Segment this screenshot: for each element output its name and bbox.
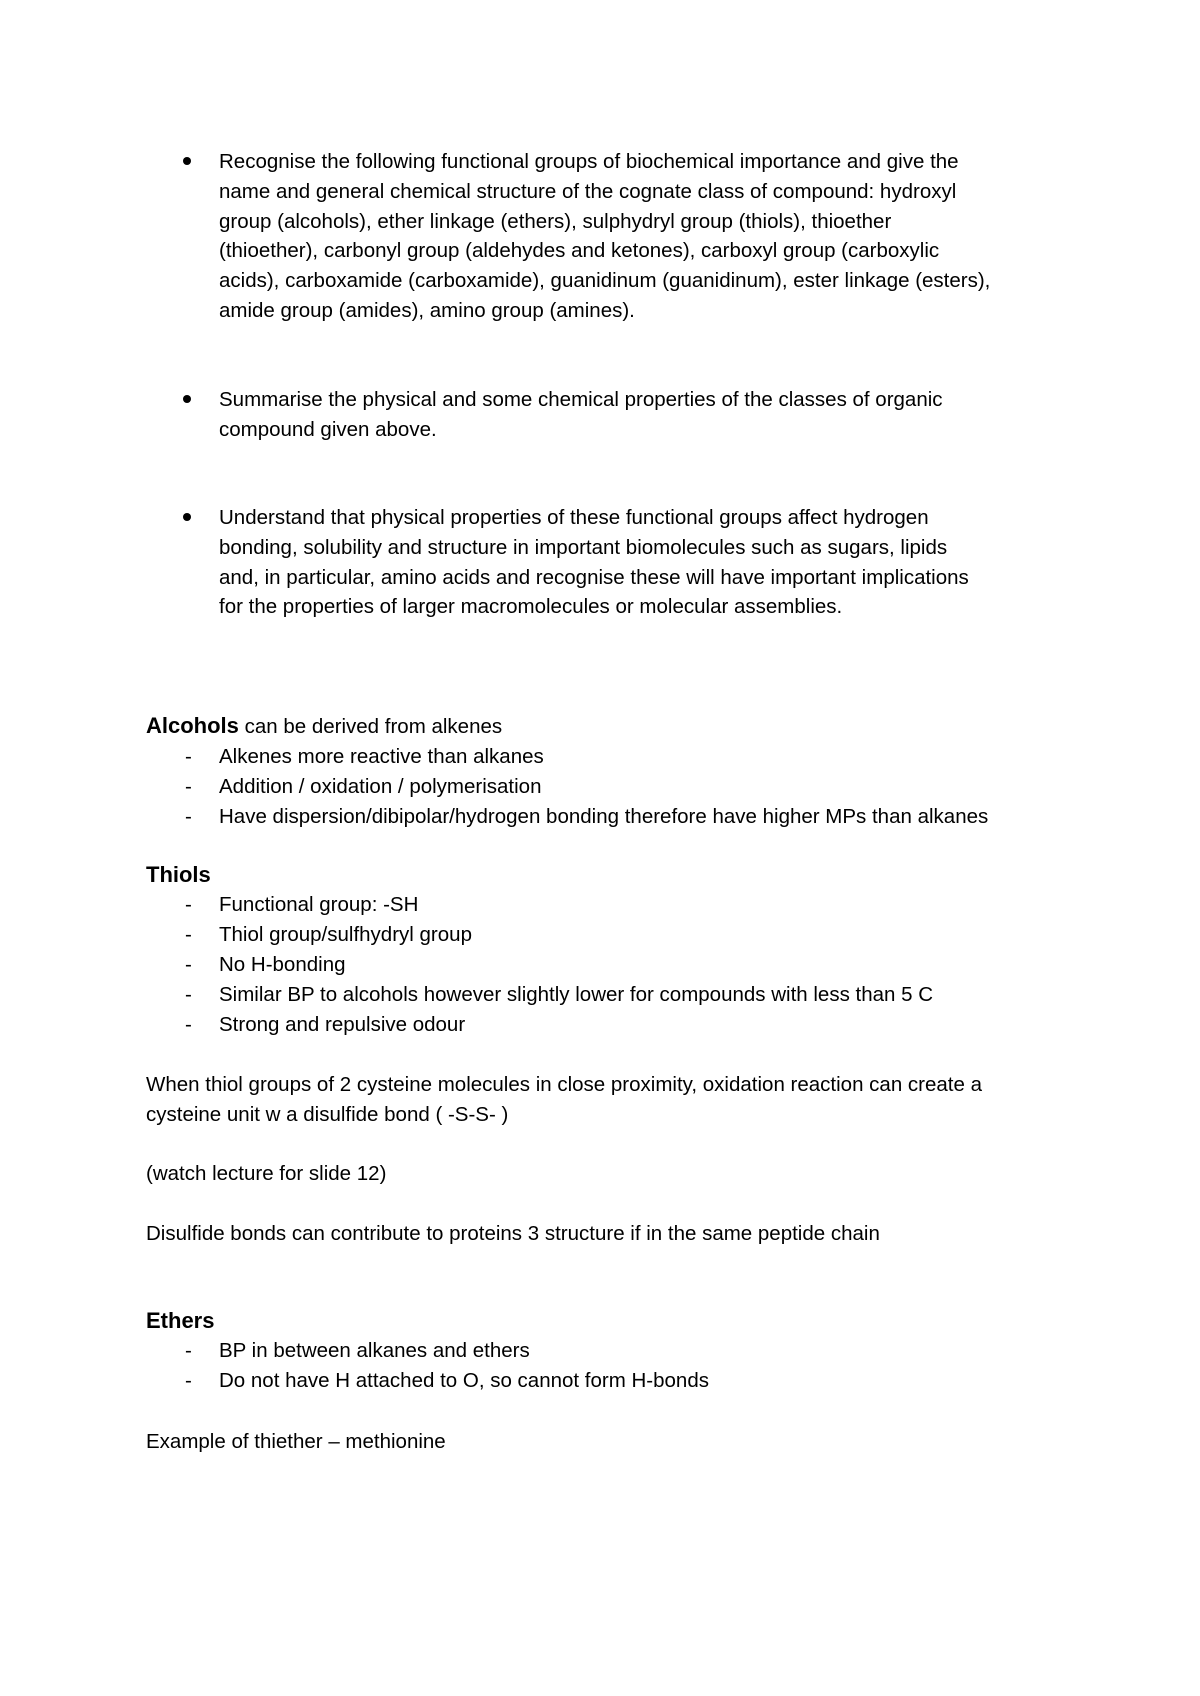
dash-marker: - [185,983,192,1006]
alcohols-section [146,711,1086,832]
list-item-text: Strong and repulsive odour [219,1013,466,1036]
list-item-text: No H-bonding [219,953,346,976]
ethers-heading: Ethers [146,1308,215,1333]
ethers-example-text: Example of thiether – methionine [146,1430,446,1453]
objective-line: compound given above. [219,417,437,441]
list-item [146,742,1086,772]
dash-marker: - [185,893,192,916]
list-item [146,980,1086,1010]
list-item [146,1366,1086,1396]
list-item [146,950,1086,980]
list-item-text: Similar BP to alcohols however slightly lower for compounds with less than 5 C [219,983,934,1006]
dash-marker: - [185,953,192,976]
list-item [146,1336,1086,1366]
objective-line: (thioether), carbonyl group (aldehydes and ketones), carboxyl group (carboxylic [219,239,940,263]
alcohols-intro-text: can be derived from alkenes [238,715,503,738]
objective-line: Recognise the following functional groups of biochemical importance and give the [219,150,959,173]
list-item-text: BP in between alkanes and ethers [219,1339,530,1362]
list-item [146,772,1086,802]
thiols-list [146,890,1086,1040]
paragraph-line: When thiol groups of 2 cysteine molecules in close proximity, oxidation reaction can create a [146,1073,982,1096]
objective-line: Summarise the physical and some chemical properties of the classes of organic [219,388,943,411]
dash-marker: - [185,805,192,828]
list-item-text: Functional group: -SH [219,893,419,916]
bullet-dot [183,513,191,521]
disulfide-text: Disulfide bonds can contribute to proteins 3 structure if in the same peptide chain [146,1222,880,1245]
objective-line: amide group (amides), amino group (amines). [219,298,635,322]
list-item-text: Thiol group/sulfhydryl group [219,923,472,946]
dash-marker: - [185,745,192,768]
lecture-note-text: (watch lecture for slide 12) [146,1162,387,1185]
alcohols-intro [146,711,1086,742]
ethers-section [146,1306,1086,1396]
list-item [146,1010,1086,1040]
list-item-text: Alkenes more reactive than alkanes [219,745,544,768]
list-item [146,890,1086,920]
objective-line: Understand that physical properties of these functional groups affect hydrogen [219,506,929,529]
dash-marker: - [185,1013,192,1036]
alcohols-list [146,742,1086,832]
objective-line: acids), carboxamide (carboxamide), guanidinum (guanidinum), ester linkage (esters), [219,269,991,293]
list-item [146,920,1086,950]
dash-marker: - [185,1339,192,1362]
disulfide-note [146,1219,1086,1249]
objective-line: group (alcohols), ether linkage (ethers), sulphydryl group (thiols), thioether [219,209,892,233]
dash-marker: - [185,1369,192,1392]
objective-item [219,503,1079,622]
bullet-dot [183,395,191,403]
ethers-list [146,1336,1086,1396]
list-item [146,802,1086,832]
objective-line: for the properties of larger macromolecules or molecular assemblies. [219,595,843,619]
objective-line: bonding, solubility and structure in important biomolecules such as sugars, lipids [219,535,948,559]
list-item-text: Do not have H attached to O, so cannot form H-bonds [219,1369,709,1392]
paragraph-line: cysteine unit w a disulfide bond ( -S-S- ) [146,1103,509,1126]
list-item-text: Have dispersion/dibipolar/hydrogen bonding therefore have higher MPs than alkanes [219,805,989,828]
ethers-example [146,1427,1086,1457]
dash-marker: - [185,775,192,798]
lecture-note [146,1159,1086,1189]
objective-item [219,385,1079,445]
thiols-heading: Thiols [146,862,211,887]
thiols-paragraph [146,1070,1086,1130]
objective-item [219,147,1079,326]
list-item-text: Addition / oxidation / polymerisation [219,775,542,798]
thiols-section [146,860,1086,1040]
alcohols-heading: Alcohols [146,713,239,738]
bullet-dot [183,157,191,165]
objective-line: name and general chemical structure of the cognate class of compound: hydroxyl [219,179,957,203]
dash-marker: - [185,923,192,946]
objective-line: and, in particular, amino acids and recognise these will have important implications [219,565,969,589]
